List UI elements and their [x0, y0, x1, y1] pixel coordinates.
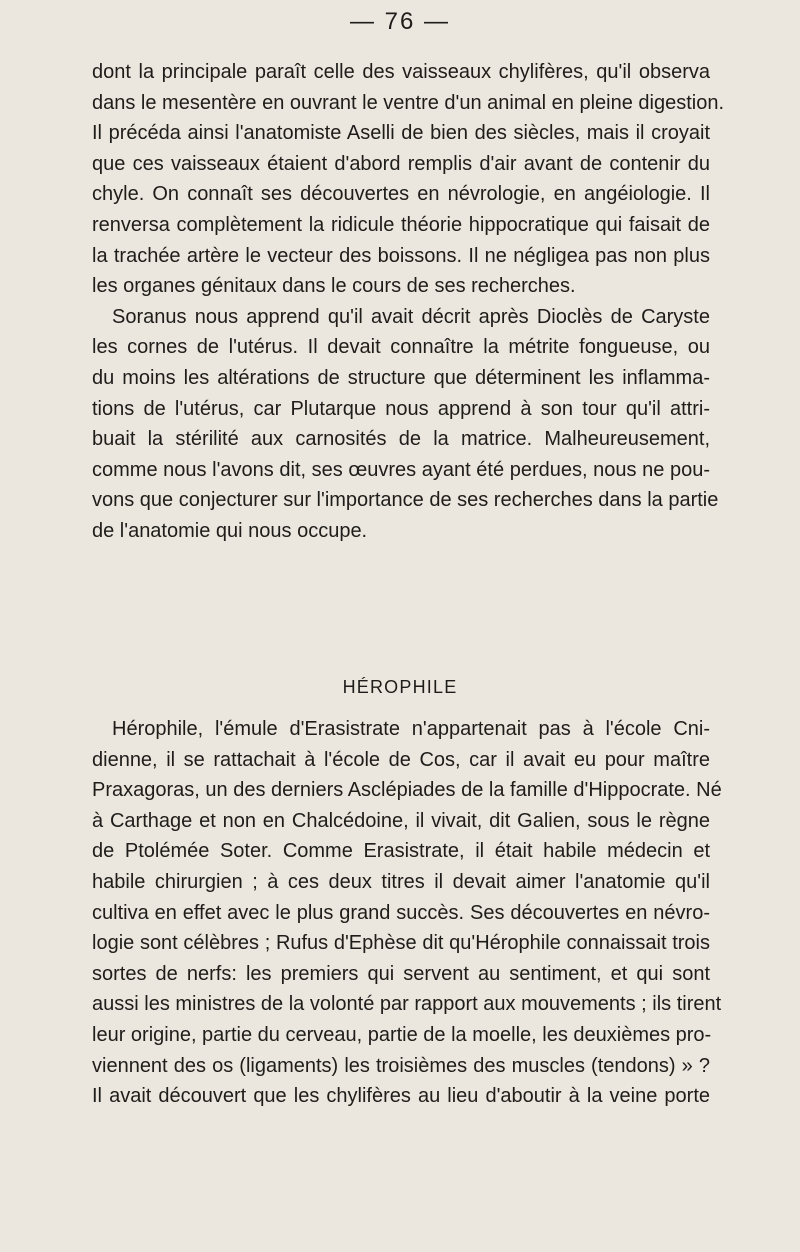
paragraph-line: la trachée artère le vecteur des boissons. Il ne négligea pas non plus [92, 244, 710, 267]
paragraph-line: comme nous l'avons dit, ses œuvres ayant été perdues, nous ne pou- [92, 458, 710, 481]
paragraph-line: Praxagoras, un des derniers Asclépiades de la famille d'Hippocrate. Né [92, 779, 722, 802]
paragraph-line: leur origine, partie du cerveau, partie de la moelle, les deuxièmes pro- [92, 1023, 712, 1046]
paragraph-line: logie sont célèbres ; Rufus d'Ephèse dit qu'Hérophile connaissait trois [92, 932, 710, 955]
paragraph-line: dienne, il se rattachait à l'école de Cos, car il avait eu pour maître [92, 748, 710, 771]
paragraph-line: que ces vaisseaux étaient d'abord remplis d'air avant de contenir du [92, 152, 710, 175]
paragraph-line: de Ptolémée Soter. Comme Erasistrate, il était habile médecin et [92, 840, 710, 863]
paragraph-line: aussi les ministres de la volonté par rapport aux mouvements ; ils tirent [92, 993, 722, 1016]
paragraph-line: sortes de nerfs: les premiers qui servent au sentiment, et qui sont [92, 962, 710, 985]
section-heading: HÉROPHILE [342, 677, 458, 697]
paragraph-line: Hérophile, l'émule d'Erasistrate n'appartenait pas à l'école Cni- [112, 718, 710, 740]
paragraph-line: Soranus nous apprend qu'il avait décrit après Dioclès de Caryste [112, 305, 710, 328]
paragraph-line: chyle. On connaît ses découvertes en névrologie, en angéiologie. Il [92, 183, 710, 206]
page-number: — 76 — [349, 8, 451, 35]
paragraph-line: les organes génitaux dans le cours de ses recherches. [92, 275, 576, 298]
paragraph-line: Il avait découvert que les chylifères au lieu d'aboutir à la veine porte [92, 1085, 710, 1108]
paragraph-line: buait la stérilité aux carnosités de la matrice. Malheureusement, [92, 428, 710, 451]
paragraph-line: dont la principale paraît celle des vaisseaux chylifères, qu'il observa [92, 61, 710, 83]
paragraph-line: cultiva en effet avec le plus grand succès. Ses découvertes en névro- [92, 901, 710, 924]
paragraph-line: Il précéda ainsi l'anatomiste Aselli de bien des siècles, mais il croyait [92, 122, 710, 145]
text-block-top [92, 57, 725, 547]
paragraph-line: habile chirurgien ; à ces deux titres il devait aimer l'anatomie qu'il [92, 870, 710, 893]
text-block-bottom [92, 714, 722, 1112]
paragraph-line: à Carthage et non en Chalcédoine, il vivait, dit Galien, sous le règne [92, 809, 710, 832]
paragraph-line: dans le mesentère en ouvrant le ventre d'un animal en pleine digestion. [92, 91, 725, 114]
paragraph-line: renversa complètement la ridicule théorie hippocratique qui faisait de [92, 213, 710, 236]
paragraph-line: vons que conjecturer sur l'importance de ses recherches dans la partie [92, 489, 719, 512]
paragraph-line: les cornes de l'utérus. Il devait connaître la métrite fongueuse, ou [92, 336, 710, 359]
paragraph-line: de l'anatomie qui nous occupe. [92, 519, 368, 542]
paragraph-line: viennent des os (ligaments) les troisièmes des muscles (tendons) » ? [92, 1054, 710, 1077]
paragraph-line: tions de l'utérus, car Plutarque nous apprend à son tour qu'il attri- [92, 397, 710, 420]
paragraph-line: du moins les altérations de structure que déterminent les inflamma- [92, 366, 710, 389]
